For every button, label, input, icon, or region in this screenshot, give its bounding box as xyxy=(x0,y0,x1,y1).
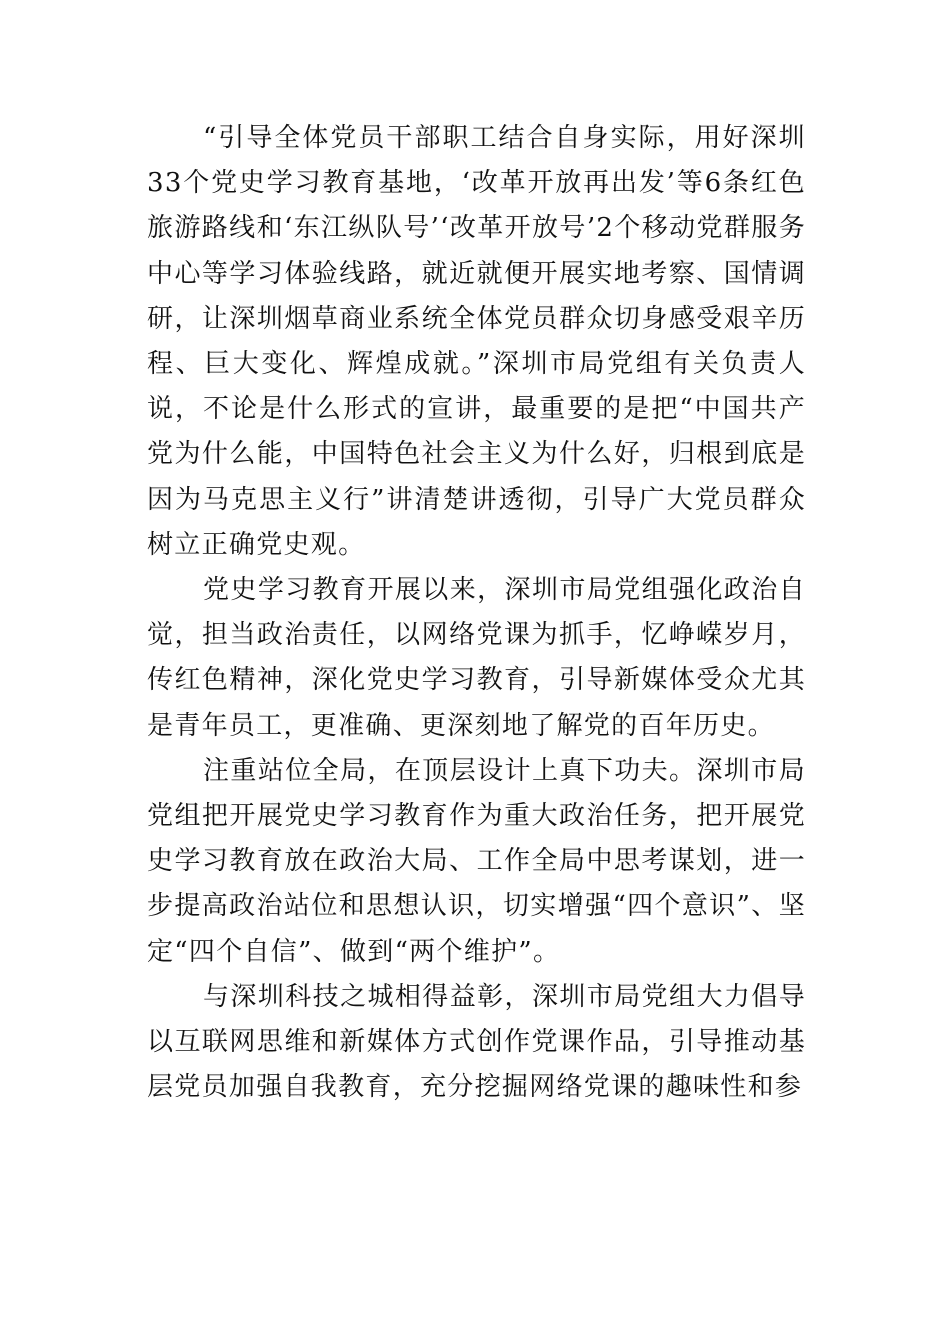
paragraph-1: “引导全体党员干部职工结合自身实际，用好深圳33个党史学习教育基地，‘改革开放再出发’等6条红色旅游路线和‘东江纵队号’‘改革开放号’2个移动党群服务中心等学习体验线路，就近就便开展实地考察、国情调研，让深圳烟草商业系统全体党员群众切身感受艰辛历程、巨大变化、辉煌成就。”深圳市局党组有关负责人说，不论是什么形式的宣讲，最重要的是把“中国共产党为什么能，中国特色社会主义为什么好，归根到底是因为马克思主义行”讲清楚讲透彻，引导广大党员群众树立正确党史观。 xyxy=(147,123,806,560)
paragraph-3: 注重站位全局，在顶层设计上真下功夫。深圳市局党组把开展党史学习教育作为重大政治任务，把开展党史学习教育放在政治大局、工作全局中思考谋划，进一步提高政治站位和思想认识，切实增强“四个意识”、坚定“四个自信”、做到“两个维护”。 xyxy=(147,755,806,967)
paragraph-4: 与深圳科技之城相得益彰，深圳市局党组大力倡导以互联网思维和新媒体方式创作党课作品，引导推动基层党员加强自我教育，充分挖掘网络党课的趣味性和参 xyxy=(147,981,806,1103)
paragraph-2: 党史学习教育开展以来，深圳市局党组强化政治自觉，担当政治责任，以网络党课为抓手，忆峥嵘岁月，传红色精神，深化党史学习教育，引导新媒体受众尤其是青年员工，更准确、更深刻地了解党的百年历史。 xyxy=(147,575,806,741)
document-body xyxy=(147,116,806,1110)
